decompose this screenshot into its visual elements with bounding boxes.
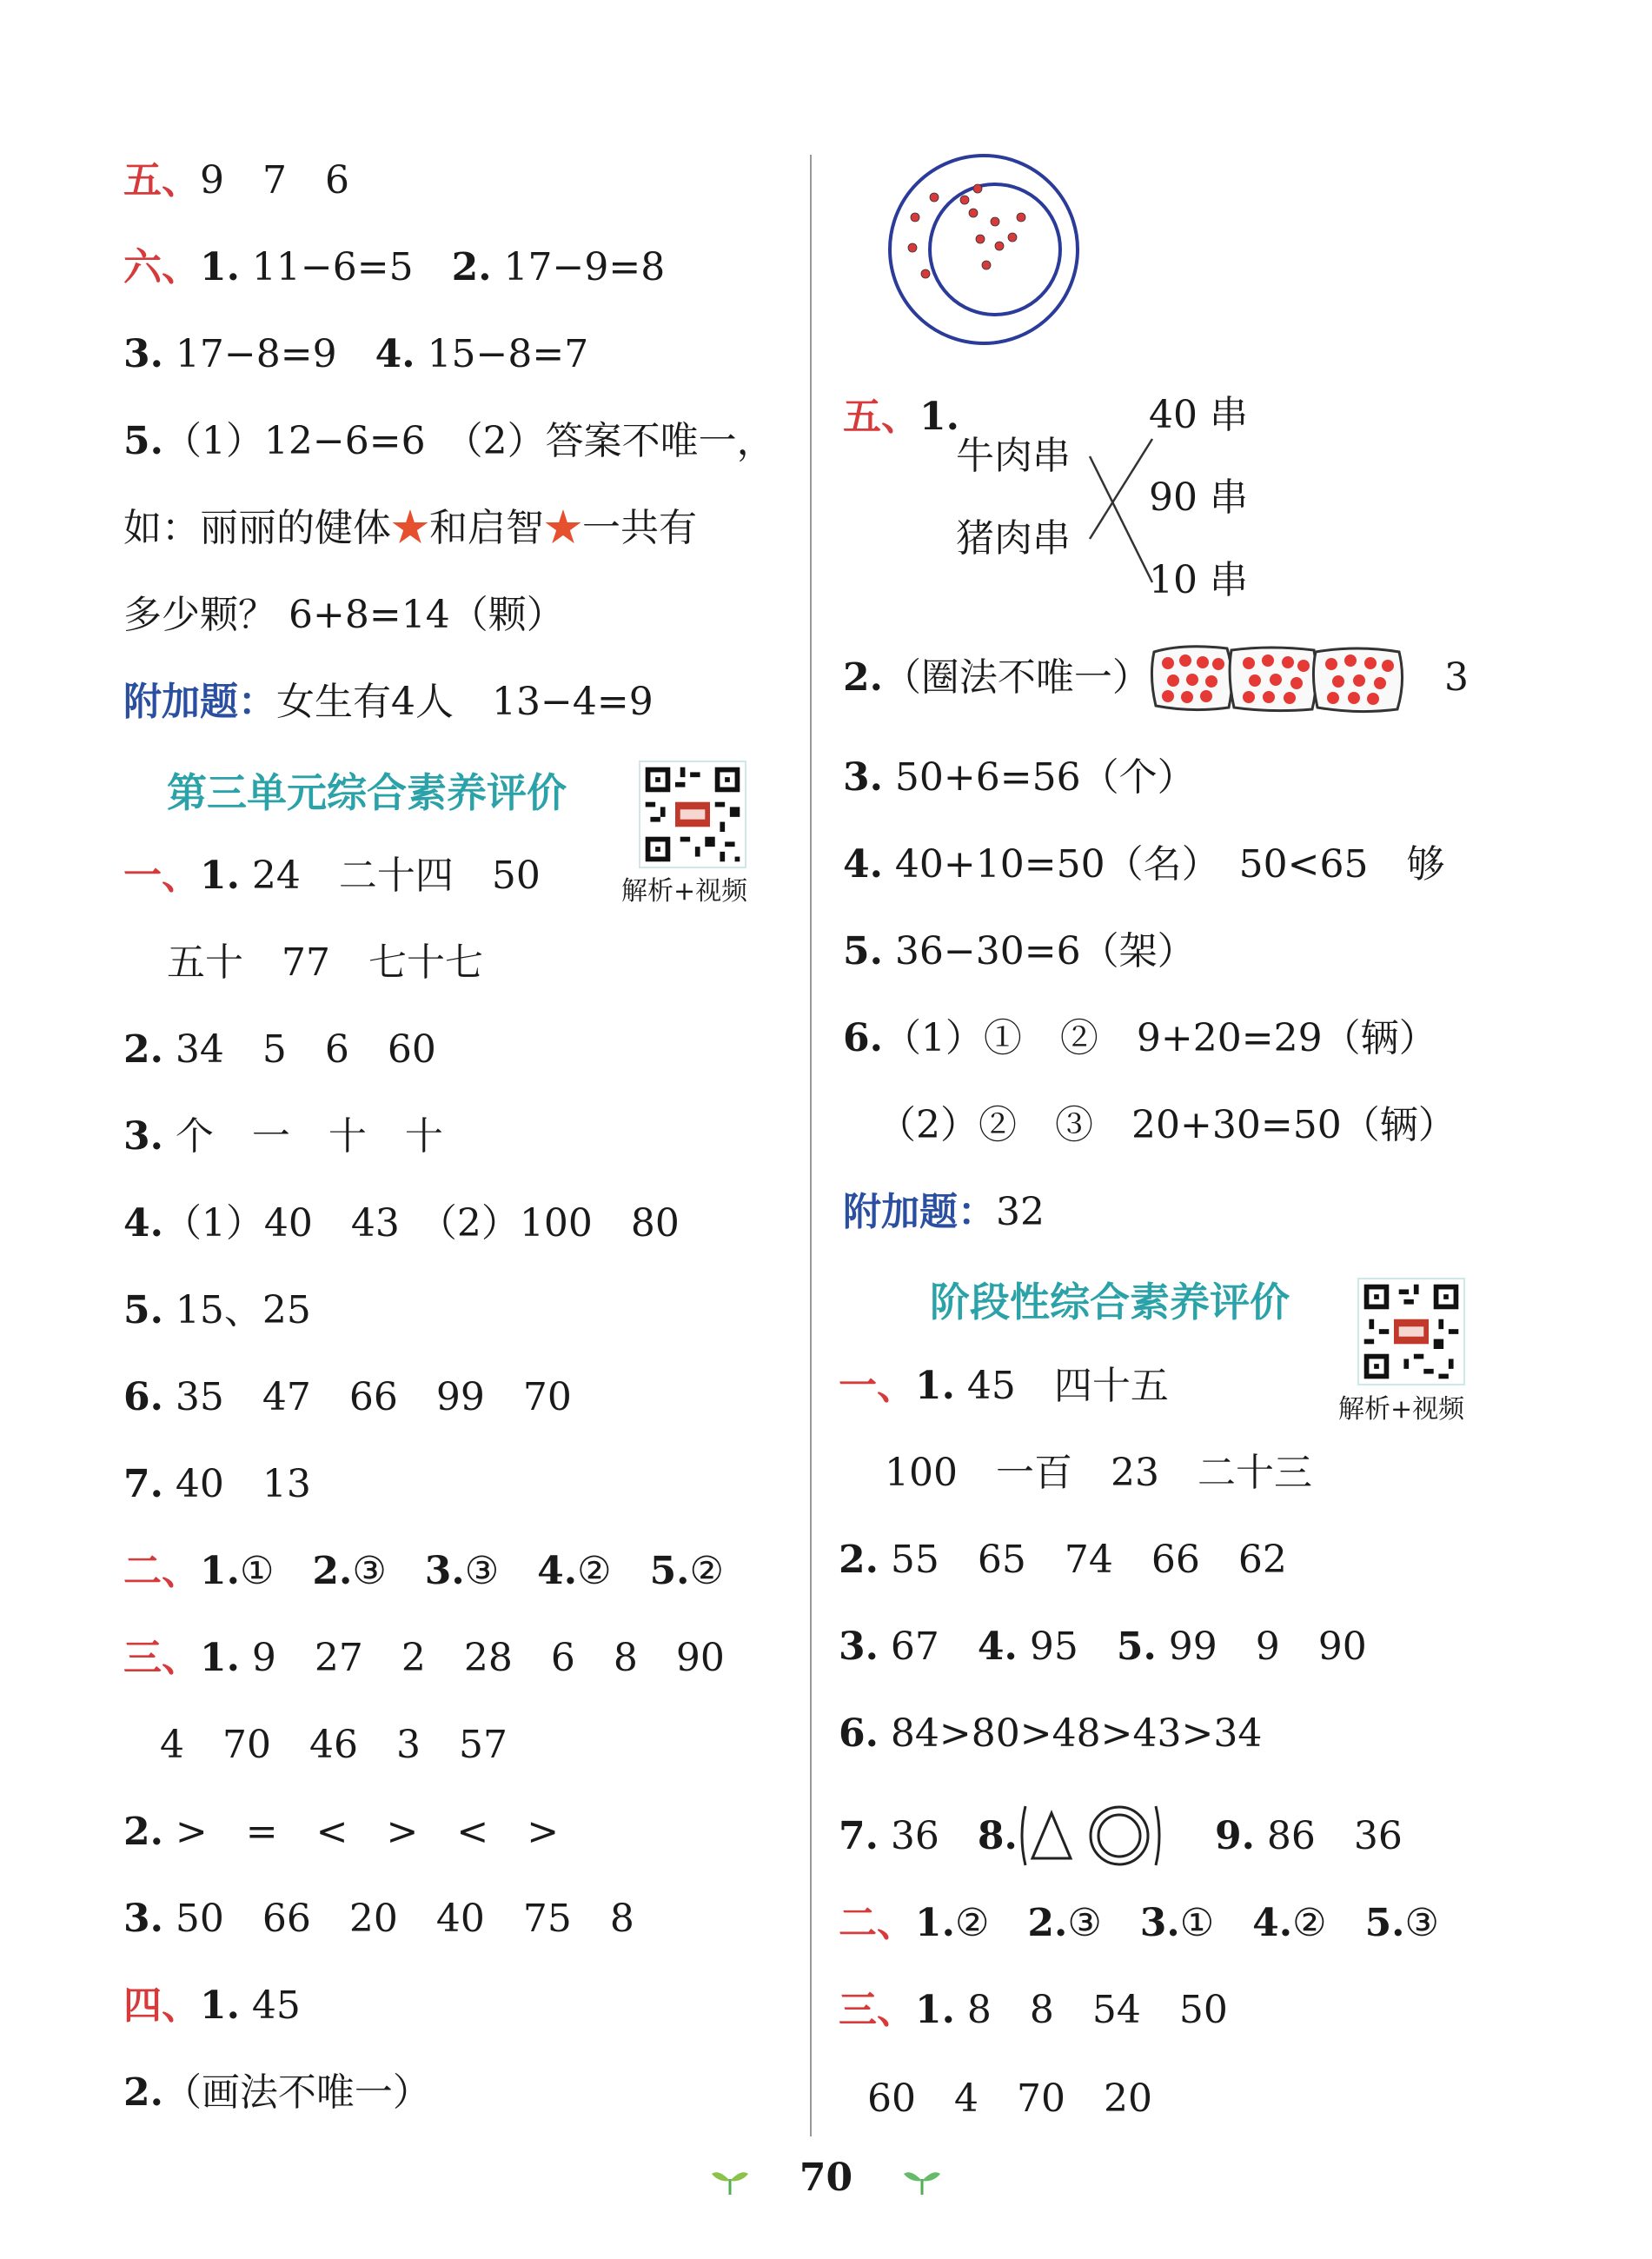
shapes-answer-drawing — [1015, 1799, 1167, 1873]
stage5-q2-answer: 3 — [1444, 655, 1469, 700]
stage-section1-q9 — [1215, 1811, 1403, 1863]
answer-6-line1 — [123, 242, 665, 294]
stage-section1-q6 — [839, 1708, 1262, 1760]
unit3-q1-cont — [167, 937, 483, 989]
answer-text: 32 — [996, 1190, 1045, 1234]
stage-section1-q1 — [839, 1360, 1169, 1412]
answer-text: ① — [239, 1549, 313, 1593]
question-number: 6. — [843, 1016, 883, 1060]
question-number: 6. — [123, 1375, 163, 1419]
answer-text: 多少颗？ 6+8=14（颗） — [123, 593, 565, 637]
unit3-section3-q1 — [123, 1632, 725, 1684]
question-number: 1. — [200, 1636, 240, 1680]
answer-text: 9 7 6 — [200, 158, 349, 203]
question-number: 1. — [200, 854, 240, 898]
bonus-question — [123, 676, 654, 728]
question-number: 2. — [1027, 1901, 1068, 1945]
qr-code-icon[interactable] — [1357, 1278, 1465, 1385]
answer-text: 女生有4人 13−4=9 — [276, 680, 654, 724]
answer-text: （1）12−6=6 （2）答案不唯一， — [163, 419, 775, 463]
answer-text: （1）40 43 （2）100 80 — [163, 1201, 680, 1246]
stage5-q4 — [843, 839, 1444, 891]
question-number: 7. — [839, 1814, 879, 1858]
section-title-stage: 阶段性综合素养评价 — [930, 1279, 1290, 1326]
section-number: 三、 — [839, 1988, 915, 2032]
column-divider — [810, 155, 812, 2136]
answer-text: 36 — [878, 1814, 978, 1858]
section-title-unit3: 第三单元综合素养评价 — [167, 769, 567, 816]
unit3-q3 — [123, 1111, 443, 1163]
stage-section3-q1 — [839, 1984, 1228, 2036]
stage-section1-q2 — [839, 1534, 1287, 1586]
answer-text: 55 65 74 66 62 — [878, 1538, 1287, 1582]
answer-text: 40 13 — [163, 1462, 311, 1506]
answer-text: 个 一 十 十 — [163, 1114, 443, 1159]
answer-text: 11−6=5 — [239, 245, 452, 289]
question-number: 2. — [312, 1549, 353, 1593]
answer-text: 17−8=9 — [163, 332, 375, 376]
answer-text: 15−8=7 — [415, 332, 589, 376]
question-number: 3. — [843, 755, 883, 800]
answer-6-5 — [123, 415, 775, 468]
question-number: 1. — [919, 395, 959, 439]
answer-text: 86 36 — [1254, 1814, 1403, 1858]
answer-text: > = < > < > — [163, 1810, 560, 1854]
unit3-section2 — [123, 1545, 724, 1598]
section-number: 一、 — [123, 854, 200, 898]
unit3-q2 — [123, 1024, 436, 1076]
unit3-section3-q3 — [123, 1893, 634, 1945]
answer-text: 84>80>48>43>34 — [878, 1711, 1263, 1756]
answer-text: （2）② ③ 20+30=50（辆） — [878, 1103, 1456, 1147]
answer-text: 95 — [1017, 1624, 1117, 1669]
question-number: 1. — [915, 1988, 955, 2032]
question-number: 4. — [375, 332, 415, 376]
answer-text: ② — [1292, 1901, 1365, 1945]
question-number: 1. — [915, 1364, 955, 1408]
section-number: 二、 — [839, 1901, 915, 1945]
match-left-item: 猪肉串 — [956, 516, 1071, 561]
answer-text: 一共有 — [582, 506, 697, 550]
match-lines — [1086, 430, 1156, 595]
star-icon: ★ — [391, 506, 429, 550]
match-right-item: 90 串 — [1149, 475, 1248, 520]
question-number: 2. — [451, 245, 492, 289]
question-number: 4. — [537, 1549, 578, 1593]
question-number: 9. — [1215, 1814, 1255, 1858]
answer-text: ③ — [1404, 1901, 1439, 1945]
answer-6-5-end — [123, 589, 565, 641]
section-number: 一、 — [839, 1364, 915, 1408]
stage-bonus — [843, 1186, 1045, 1239]
qr-caption: 解析+视频 — [1338, 1394, 1465, 1425]
question-number: 2. — [123, 2070, 163, 2115]
question-number: 3. — [123, 1114, 163, 1159]
unit3-section3-q1-cont — [160, 1719, 508, 1771]
answer-text: ② — [689, 1549, 724, 1593]
stage5-q1 — [843, 391, 959, 443]
unit3-section4-q2 — [123, 2067, 431, 2119]
question-number: 7. — [123, 1462, 163, 1506]
question-number: 5. — [1364, 1901, 1405, 1945]
question-number: 5. — [649, 1549, 690, 1593]
qr-code-icon[interactable] — [639, 761, 746, 868]
unit3-section4-q1 — [123, 1980, 301, 2032]
unit3-q1 — [123, 850, 541, 902]
question-number: 4. — [1252, 1901, 1293, 1945]
question-number: 5. — [123, 419, 163, 463]
qr-caption: 解析+视频 — [621, 876, 748, 907]
answer-text: 35 47 66 99 70 — [163, 1375, 572, 1419]
stage5-q3 — [843, 752, 1196, 804]
tomato-groups-drawing — [1149, 641, 1410, 715]
stage-section1-q1-cont — [885, 1447, 1312, 1499]
section-number: 五、 — [123, 158, 200, 203]
section-number: 五、 — [843, 395, 919, 439]
answer-text: ② — [954, 1901, 1028, 1945]
question-number: 1. — [915, 1901, 955, 1945]
question-number: 4. — [843, 842, 883, 887]
question-number: 3. — [123, 1897, 163, 1941]
question-number: 2. — [123, 1027, 163, 1072]
stage-section3-q1-cont — [867, 2073, 1152, 2125]
answer-text: 34 5 6 60 — [163, 1027, 436, 1072]
star-icon: ★ — [544, 506, 582, 550]
answer-6-5-cont — [123, 502, 697, 555]
question-number: 2. — [843, 655, 883, 700]
answer-text: 和启智 — [429, 506, 544, 550]
question-number: 3. — [1139, 1901, 1180, 1945]
question-number: 5. — [1116, 1624, 1157, 1669]
answer-text: 五十 77 七十七 — [167, 940, 483, 985]
stage-section2 — [839, 1897, 1439, 1950]
answer-text: 17−9=8 — [491, 245, 666, 289]
answer-text: 如：丽丽的健体 — [123, 506, 391, 550]
section-number: 二、 — [123, 1549, 200, 1593]
stage5-q5 — [843, 926, 1196, 978]
section-number: 三、 — [123, 1636, 200, 1680]
sprout-icon — [900, 2165, 944, 2196]
page-footer — [0, 2156, 1652, 2200]
match-right-item: 40 串 — [1149, 393, 1248, 437]
answer-text: 60 4 70 20 — [867, 2076, 1152, 2121]
answer-text: 8 8 54 50 — [954, 1988, 1228, 2032]
stage5-q6 — [843, 1013, 1437, 1065]
stage5-q6-cont — [878, 1100, 1456, 1152]
question-number: 4. — [977, 1624, 1018, 1669]
question-number: 6. — [839, 1711, 879, 1756]
answer-text: ③ — [464, 1549, 538, 1593]
question-number: 3. — [839, 1624, 879, 1669]
answer-text: 67 — [878, 1624, 978, 1669]
question-number: 1. — [200, 1983, 240, 2028]
answer-text: （圈法不唯一） — [882, 655, 1151, 700]
section-number: 四、 — [123, 1983, 200, 2028]
answer-text: 4 70 46 3 57 — [160, 1723, 508, 1767]
answer-text: 45 — [239, 1983, 301, 2028]
stage5-q2 — [843, 652, 1151, 704]
concentric-circles-drawing — [886, 152, 1082, 348]
bonus-label: 附加题： — [123, 680, 276, 724]
question-number: 4. — [123, 1201, 163, 1246]
unit3-section3-q2 — [123, 1806, 559, 1858]
answer-text: 36−30=6（架） — [882, 929, 1196, 973]
unit3-q7 — [123, 1458, 311, 1511]
answer-text: ② — [577, 1549, 650, 1593]
question-number: 1. — [200, 245, 240, 289]
question-number: 3. — [123, 332, 163, 376]
question-number: 1. — [200, 1549, 240, 1593]
sprout-icon — [708, 2165, 752, 2196]
answer-text: 50+6=56（个） — [882, 755, 1196, 800]
unit3-q4 — [123, 1198, 680, 1250]
answer-text: 40+10=50（名） 50<65 够 — [882, 842, 1445, 887]
question-number: 5. — [123, 1288, 163, 1332]
stage-section1-q7 — [839, 1811, 1018, 1863]
question-number: 2. — [123, 1810, 163, 1854]
answer-6-line2 — [123, 329, 588, 381]
answer-text: 50 66 20 40 75 8 — [163, 1897, 634, 1941]
question-number: 2. — [839, 1538, 879, 1582]
page-number: 70 — [799, 2156, 853, 2200]
unit3-q6 — [123, 1372, 572, 1424]
answer-5 — [123, 155, 349, 207]
answer-text: 45 四十五 — [954, 1364, 1169, 1408]
answer-text: ① — [1179, 1901, 1253, 1945]
answer-text: 15、25 — [163, 1288, 311, 1332]
answer-text: 24 二十四 50 — [239, 854, 541, 898]
answer-text: （1）① ② 9+20=29（辆） — [882, 1016, 1437, 1060]
question-number: 5. — [843, 929, 883, 973]
answer-text: 9 27 2 28 6 8 90 — [239, 1636, 725, 1680]
answer-text: 100 一百 23 二十三 — [885, 1451, 1312, 1495]
answer-text: ③ — [352, 1549, 425, 1593]
answer-text: ③ — [1067, 1901, 1140, 1945]
unit3-q5 — [123, 1285, 311, 1337]
section-number: 六、 — [123, 245, 200, 289]
answer-text: 99 9 90 — [1156, 1624, 1367, 1669]
answer-text: （画法不唯一） — [163, 2070, 431, 2115]
question-number: 8. — [977, 1814, 1018, 1858]
question-number: 3. — [424, 1549, 465, 1593]
stage-section1-q3 — [839, 1621, 1367, 1673]
match-right-item: 10 串 — [1149, 558, 1248, 602]
match-left-item: 牛肉串 — [956, 434, 1071, 478]
bonus-label: 附加题： — [843, 1190, 996, 1234]
